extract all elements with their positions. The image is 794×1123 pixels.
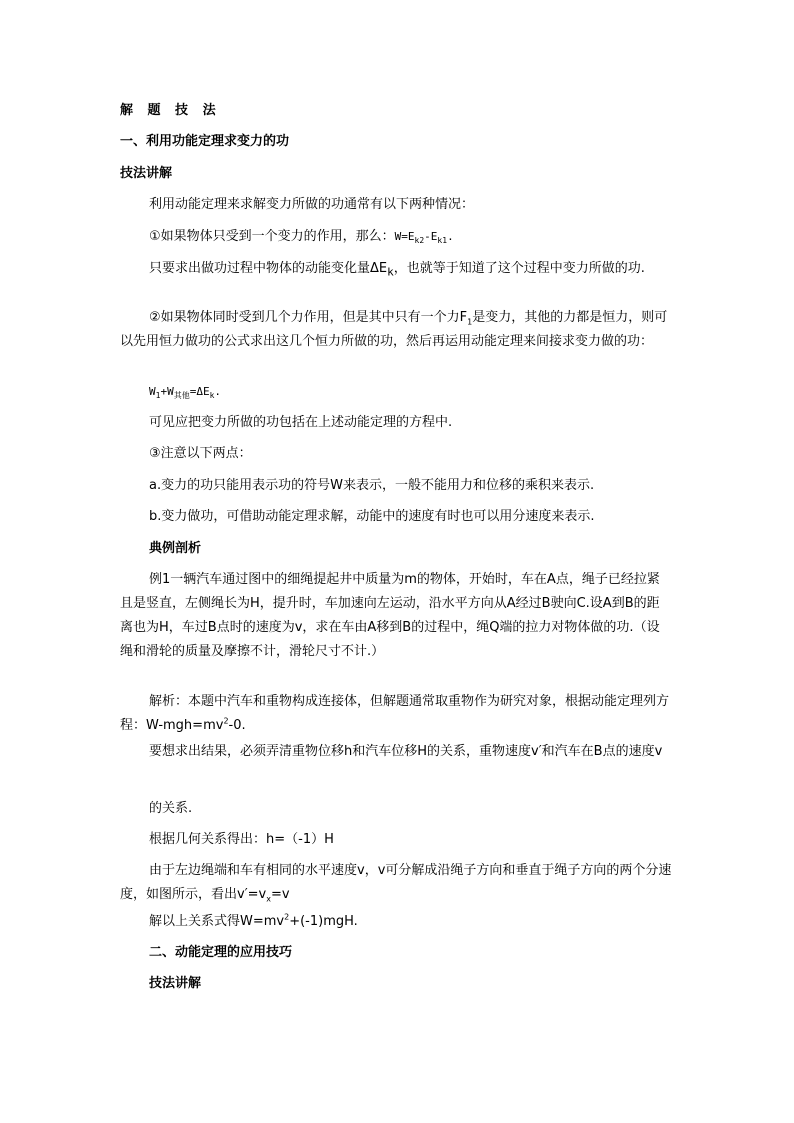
step-3-paragraph: 由于左边绳端和车有相同的水平速度v，v可分解成沿绳子方向和垂直于绳子方向的两个分速度，如图所示，看出$v'=v_x=v$	[120, 863, 672, 904]
example-problem: 例1一辆汽车通过图中的细绳提起井中质量为m的物体，开始时，车在A点，绳子已经拉紧且是竖直，左侧绳长为H，提升时，车加速向左运动，沿水平方向从A经过B驶向C.设A到B的距离也为H，车过B点时的速度为v，求在车由A移到B的过程中，绳Q端的拉力对物体做的功.（设绳和滑轮的质量及摩擦不计，滑轮尺寸不计.）	[120, 572, 660, 659]
case-2-paragraph: ②如果物体同时受到几个力作用，但是其中只有一个力$F_1$是变力，其他的力都是恒力，则可以先用恒力做功的公式求出这几个恒力所做的功，然后再运用动能定理来间接求变力做的功：	[120, 310, 668, 349]
result-paragraph: 解以上关系式得$W=mv^2+(-1)mgH$.	[149, 912, 358, 929]
intro-paragraph: 利用动能定理来求解变力所做的功通常有以下两种情况：	[149, 197, 475, 212]
case-2-equation: $W_1+W_{其他}=\Delta E_k$.	[149, 385, 222, 401]
conclusion-paragraph: 可见应把变力所做的功包括在上述动能定理的方程中.	[149, 415, 453, 430]
section-subtitle-1: 技法讲解	[120, 166, 173, 181]
example-title: 典例剖析	[149, 541, 202, 556]
section-subtitle-2: 技法讲解	[149, 976, 202, 991]
note-title: ③注意以下两点：	[149, 446, 252, 461]
section-title-1: 一、利用功能定理求变力的功	[120, 134, 290, 149]
note-a: a.变力的功只能用表示功的符号W来表示，一般不能用力和位移的乘积来表示.	[149, 478, 595, 493]
step-2-paragraph: 根据几何关系得出：h=（-1）H	[149, 832, 334, 847]
note-b: b.变力做功，可借助动能定理求解，动能中的速度有时也可以用分速度来表示.	[149, 509, 595, 524]
case-1-text: ①如果物体只受到一个变力的作用，那么：	[149, 229, 395, 244]
case-1-paragraph	[149, 225, 672, 249]
solution-paragraph: 解析：本题中汽车和重物构成连接体，但解题通常取重物作为研究对象，根据动能定理列方程：$W-mgh=mv^2-0$.	[120, 694, 670, 733]
section-title-2: 二、动能定理的应用技巧	[149, 945, 293, 960]
step-1-paragraph: 要想求出结果，必须弄清重物位移h和汽车位移H的关系，重物速度v′和汽车在B点的速度v	[149, 744, 663, 759]
case-1-equation: $W=E_{k2}-E_{k1}$.	[394, 230, 454, 246]
page-heading: 解 题 技 法	[120, 103, 221, 118]
case-1-note: 只要求出做功过程中物体的动能变化量$\Delta E_k$，也就等于知道了这个过程中变力所做的功.	[149, 261, 645, 279]
step-1-continued: 的关系.	[149, 801, 193, 816]
